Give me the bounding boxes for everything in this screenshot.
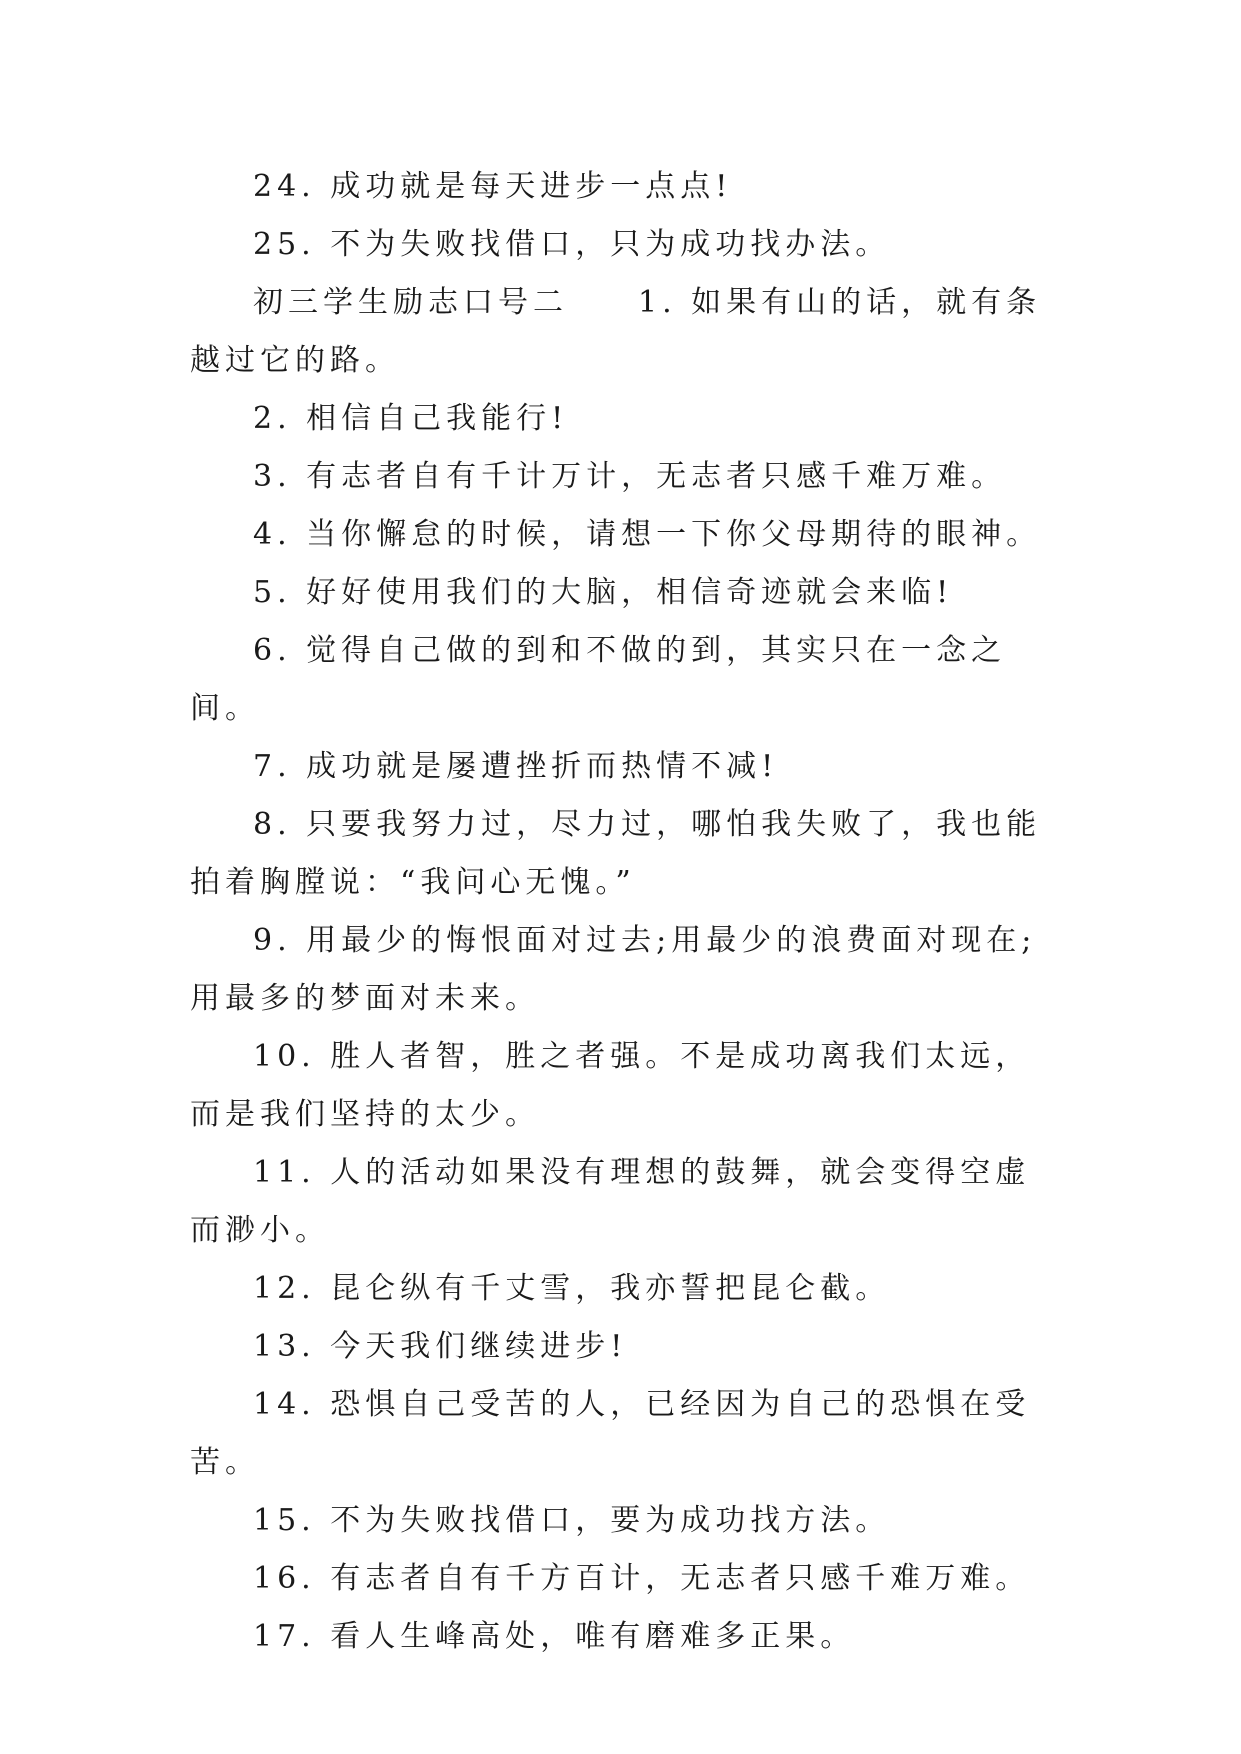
paragraph: 6. 觉得自己做的到和不做的到，其实只在一念之间。 [190,633,1007,726]
paragraph: 7. 成功就是屡遭挫折而热情不减! [253,749,779,784]
paragraph: 10. 胜人者智，胜之者强。不是成功离我们太远，而是我们坚持的太少。 [190,1039,1031,1132]
paragraph: 8. 只要我努力过，尽力过，哪怕我失败了，我也能拍着胸膛说：“我问心无愧。” [190,807,1042,900]
paragraph: 2. 相信自己我能行! [253,401,569,436]
paragraph: 4. 当你懈怠的时候，请想一下你父母期待的眼神。 [253,517,1042,552]
paragraph: 25. 不为失败找借口，只为成功找办法。 [253,227,891,262]
paragraph: 5. 好好使用我们的大脑，相信奇迹就会来临! [253,575,954,610]
paragraph: 17. 看人生峰高处，唯有磨难多正果。 [253,1619,856,1654]
paragraph: 9. 用最少的悔恨面对过去;用最少的浪费面对现在;用最多的梦面对未来。 [190,923,1037,1016]
document-body [190,158,1060,1666]
paragraph: 11. 人的活动如果没有理想的鼓舞，就会变得空虚而渺小。 [190,1155,1031,1248]
paragraph: 12. 昆仑纵有千丈雪，我亦誓把昆仑截。 [253,1271,891,1306]
paragraph: 初三学生励志口号二 1. 如果有山的话，就有条越过它的路。 [190,285,1042,378]
paragraph: 3. 有志者自有千计万计，无志者只感千难万难。 [253,459,1007,494]
paragraph: 13. 今天我们继续进步! [253,1329,628,1364]
paragraph: 16. 有志者自有千方百计，无志者只感千难万难。 [253,1561,1031,1596]
paragraph: 15. 不为失败找借口，要为成功找方法。 [253,1503,891,1538]
paragraph: 24. 成功就是每天进步一点点! [253,169,733,204]
paragraph: 14. 恐惧自己受苦的人，已经因为自己的恐惧在受苦。 [190,1387,1031,1480]
